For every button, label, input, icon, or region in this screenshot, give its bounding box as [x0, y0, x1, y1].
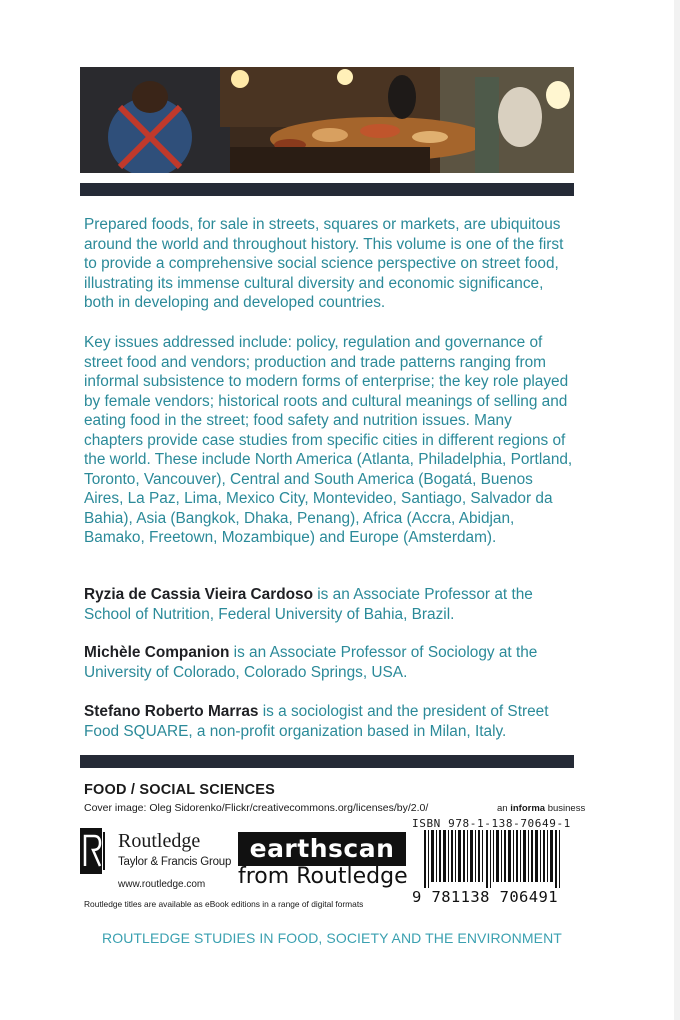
editor-name-2: Michèle Companion — [84, 644, 230, 661]
street-food-market-photo — [80, 67, 574, 173]
cover-image-credit: Cover image: Oleg Sidorenko/Flickr/creativecommons.org/licenses/by/2.0/ — [84, 802, 429, 814]
series-title: ROUTLEDGE STUDIES IN FOOD, SOCIETY AND THE ENVIRONMENT — [102, 930, 562, 946]
editor-bio-2 — [84, 643, 574, 682]
cover-photo — [80, 67, 574, 173]
publisher-name: Routledge — [118, 830, 201, 852]
informa-business-tag — [497, 803, 585, 814]
bottom-divider-bar — [80, 755, 574, 768]
informa-bold: informa — [510, 803, 546, 814]
informa-suffix: business — [545, 803, 586, 814]
routledge-logo-icon — [80, 828, 114, 874]
earthscan-logo: earthscan — [238, 832, 406, 866]
ebook-availability-note: Routledge titles are available as eBook editions in a range of digital formats — [84, 899, 364, 909]
isbn-label: ISBN 978-1-138-70649-1 — [412, 817, 571, 830]
editor-bio-text-2: is an Associate Professor of Sociology at the University of Colorado, Colorado Springs, USA. — [84, 644, 538, 681]
subject-category: FOOD / SOCIAL SCIENCES — [84, 782, 276, 798]
informa-prefix: an — [497, 803, 511, 814]
publisher-url: www.routledge.com — [118, 879, 206, 890]
editor-name-1: Ryzia de Cassia Vieira Cardoso — [84, 586, 313, 603]
isbn-barcode — [424, 830, 564, 888]
description-paragraph-2: Key issues addressed include: policy, regulation and governance of street food and vendors; production and trade patterns ranging from informal subsistence to modern forms of enterprise; the key role played by female vendors; historical roots and cultural meanings of selling and eating food in the street; food safety and nutrition issues. Many chapters provide case studies from specific cities in different regions of the world. These include North America (Atlanta, Philadelphia, Portland, Toronto, Vancouver), Central and South America (Bogatá, Buenos Aires, La Paz, Lima, Mexico City, Montevideo, Santiago, Salvador da Bahia), Asia (Bangkok, Dhaka, Penang), Africa (Accra, Abidjan, Bamako, Freetown, Mozambique) and Europe (Amsterdam). — [84, 334, 573, 546]
editor-bio-text-3: is a sociologist and the president of Street Food SQUARE, a non-profit organization based in Milan, Italy. — [84, 703, 549, 740]
description-paragraph-1: Prepared foods, for sale in streets, squares or markets, are ubiquitous around the world and throughout history. This volume is one of the first to provide a comprehensive social science perspective on street food, illustrating its immense cultural diversity and economic significance, both in developing and developed countries. — [84, 216, 564, 311]
publisher-group: Taylor & Francis Group — [118, 856, 232, 868]
editor-bio-1 — [84, 585, 574, 624]
barcode-number: 9 781138 706491 — [412, 888, 558, 906]
editor-bio-text-1: is an Associate Professor at the School of Nutrition, Federal University of Bahia, Brazil. — [84, 586, 533, 623]
earthscan-subtitle: from Routledge — [238, 864, 408, 889]
editor-bio-3 — [84, 702, 574, 741]
page-edge — [674, 0, 680, 1020]
editor-name-3: Stefano Roberto Marras — [84, 703, 259, 720]
top-divider-bar — [80, 183, 574, 196]
